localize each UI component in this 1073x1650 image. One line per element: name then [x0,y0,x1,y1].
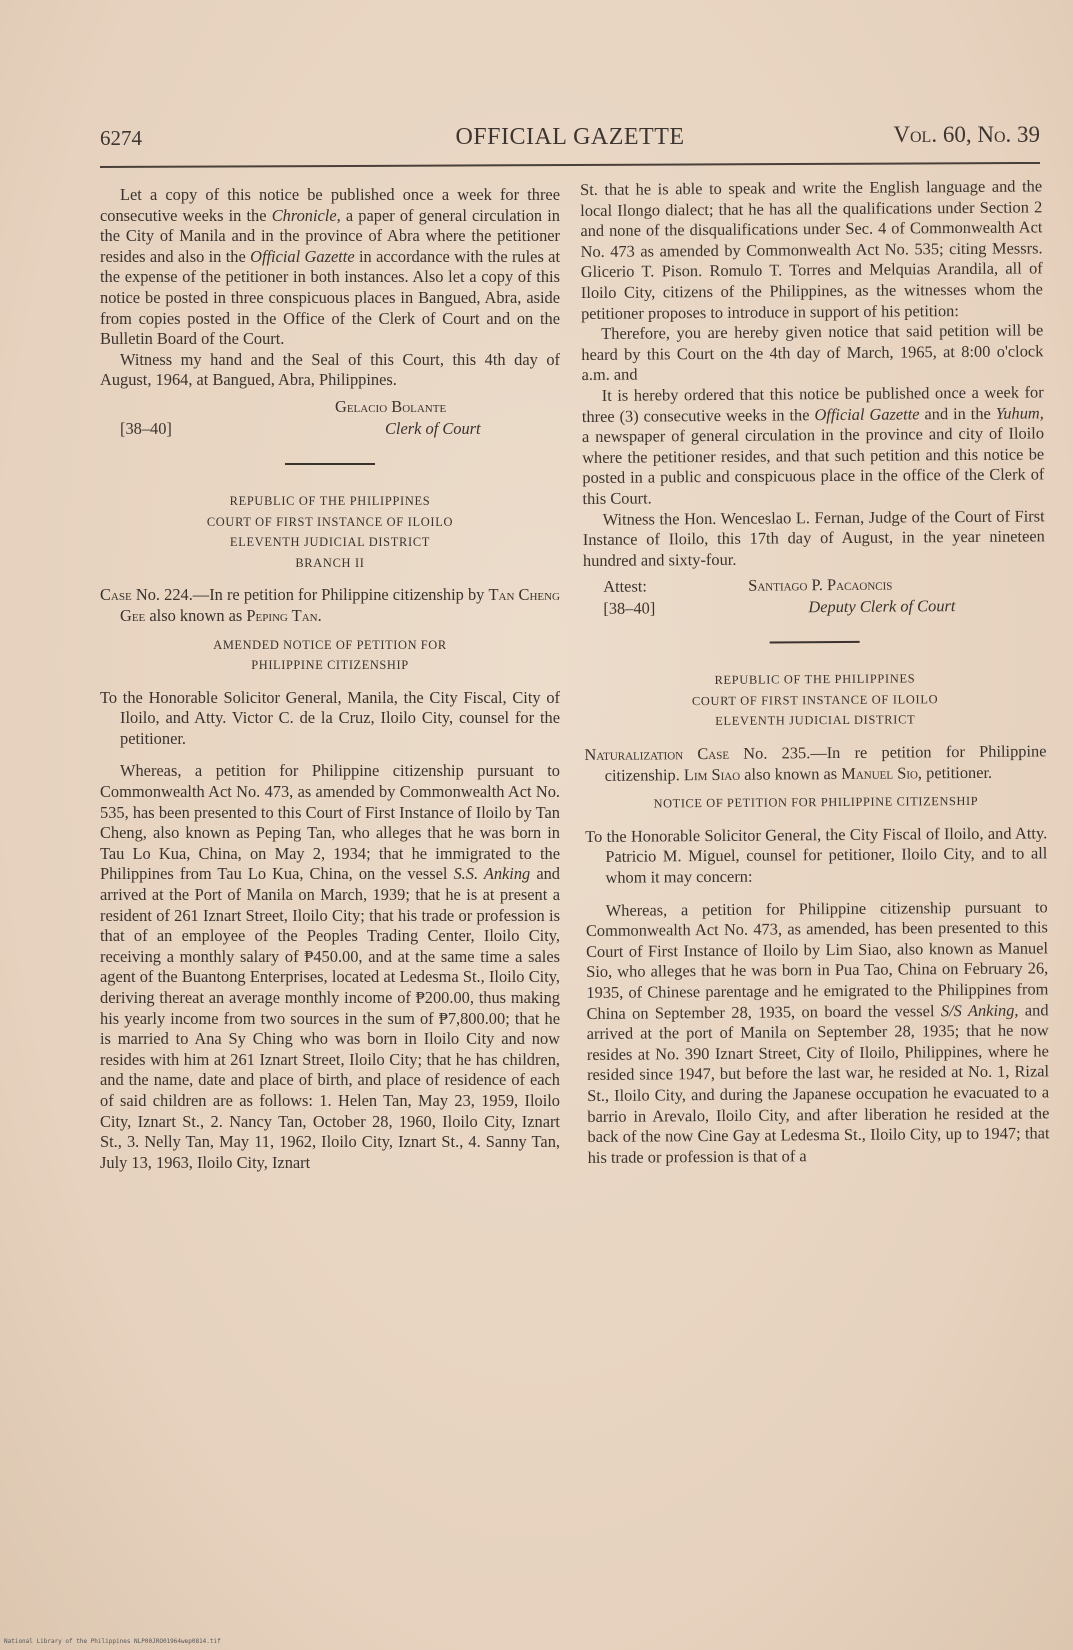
whereas-paragraph: Whereas, a petition for Philippine citizenship pursuant to Commonwealth Act No. 473, as amended, has been presented to this Court of First Instance of Iloilo by Lim Siao, also known as Manuel Sio, who alleges that he was born in Pua Tao, China on February 26, 1935, of Chinese parentage and he emigrated to the Philippines from China on September 28, 1935, on board the vessel S/S Anking, and arrived at the port of Manila on September 28, 1935; that he now resides at No. 390 Iznart Street, City of Iloilo, Philippines, where he resided since 1947, but before the last war, he resided at No. 1, Rizal St., Iloilo City, and during the Japanese occupation he evacuated to a barrio in Arevalo, Iloilo City, and after liberation he resided at the back of the now Cine Gay at Ledesma St., Iloilo City, up to 1947; that his trade or profession is that of a [585,896,1050,1167]
qualifications-paragraph: St. that he is able to speak and write the English language and the local Ilongo dialect; that he has all the qualifications under Section 2 and none of the disqualifications under Sec. 4 of Commonwealth Act No. 473 as amended by Commonwealth Act No. 535; citing Messrs. Glicerio T. Pison. Romulo T. Torres and Melquias Arandila, all of Iloilo City, citizens of the Philippines, as the witnesses whom the petitioner proposes to introduce in support of his petition: [580,176,1043,323]
attest-label: Attest: [603,576,647,597]
witness-paragraph: Witness the Hon. Wenceslao L. Fernan, Judge of the Court of First Instance of Iloilo, this 17th day of August, in the year nineteen hundred and sixty-four. [582,505,1045,570]
publication-order-paragraph: It is hereby ordered that this notice be published once a week for three (3) consecutive weeks in the Official Gazette and in the Yuhum, a newspaper of general circulation in the province and city of Iloilo where the petitioner resides, and that such petition and this notice be posted in a public and conspicuous place in the office of the Clerk of this Court. [581,382,1045,508]
case-title: Naturalization Case No. 235.—In re petition for Philippine citizenship. Lim Siao also known as Manuel Sio, petitioner. [584,741,1047,785]
signatory-name: Gelacio Bolante [335,396,447,416]
addressees: To the Honorable Solicitor General, the City Fiscal of Iloilo, and Atty. Patricio M. Miguel, counsel for petitioner, Iloilo City, and to all whom it may concern: [585,823,1048,887]
court-heading: REPUBLIC OF THE PHILIPPINES COURT OF FIRST INSTANCE OF ILOILO ELEVENTH JUDICIAL DISTRICT [691,671,939,729]
scan-footer: National Library of the Philippines NLP00JRO01964wep0814.tif [4,1638,221,1645]
page-number: 6274 [100,126,142,150]
section-divider [285,463,375,465]
signatory-role: Clerk of Court [385,418,481,438]
court-heading: REPUBLIC OF THE PHILIPPINES COURT OF FIRST INSTANCE OF ILOILO ELEVENTH JUDICIAL DISTRICT BRANCH II [206,493,454,570]
notice-heading: NOTICE OF PETITION FOR PHILIPPINE CITIZENSHIP [653,794,979,811]
witness-paragraph: Witness my hand and the Seal of this Court, this 4th day of August, 1964, at Bangued, Abra, Philippines. [100,349,560,390]
signature-block [583,574,1045,622]
publication-title: OFFICIAL GAZETTE [455,124,685,150]
volume-number: Vol. 60, No. 39 [893,122,1040,147]
right-column [580,176,1050,1168]
publication-order-paragraph: Let a copy of this notice be published once a week for three consecutive weeks in the Chronicle, a paper of general circulation in the City of Manila and in the province of Abra where the petitioner resides and also in the Official Gazette in accordance with the rules at the expense of the petitioner in both instances. Also let a copy of this notice be posted in three conspicuous places in Bangued, Abra, aside from copies posted in the Office of the Clerk of Court and on the Bulletin Board of the Court. [100,185,560,349]
page-header [100,118,1040,158]
notice-heading: AMENDED NOTICE OF PETITION FOR PHILIPPINE CITIZENSHIP [213,637,447,673]
left-column [100,185,560,1173]
signature-block [100,397,560,441]
header-rule [100,162,1040,168]
case-title: Case No. 224.—In re petition for Philippine citizenship by Tan Cheng Gee also known as Peping Tan. [100,585,560,625]
addressees: To the Honorable Solicitor General, Manila, the City Fiscal, City of Iloilo, and Atty. Victor C. de la Cruz, Iloilo City, counsel for the petitioner. [100,687,560,748]
signatory-name: Santiago P. Pacaoncis [748,574,893,595]
whereas-paragraph: Whereas, a petition for Philippine citizenship pursuant to Commonwealth Act No. 473, as amended by Commonwealth Act No. 535, has been presented to this Court of First Instance of Iloilo by Tan Cheng, also known as Peping Tan, who alleges that he was born in Tau Lo Kua, China, on May 2, 1934; that he immigrated to the Philippines from Tau Lo Kua, China, on the vessel S.S. Anking and arrived at the Port of Manila on March, 1939; that he is at present a resident of 261 Iznart Street, Iloilo City; that his trade or profession is that of an employee of the Peoples Trading Center, Iloilo City, receiving a monthly salary of ₱450.00, and at the same time a sales agent of the Buantong Enterprises, located at Ledesma St., Iloilo City, deriving thereat an average monthly income of ₱200.00, thus making his yearly income from two sources in the sum of ₱7,800.00; that he is married to Ana Sy Ching who was born in Iloilo City and now resides with him at 261 Iznart Street, Iloilo City; that he has children, and the name, date and place of birth, and place of residence of each of said children are as follows: 1. Helen Tan, May 23, 1959, Iloilo City, Iznart St., 2. Nancy Tan, October 28, 1960, Iloilo City, Iznart St., 3. Nelly Tan, May 11, 1962, Iloilo City, Iznart St., 4. Sanny Tan, July 13, 1963, Iloilo City, Iznart [100,761,560,1172]
section-divider [770,641,860,644]
issue-reference: [38–40] [603,598,656,619]
hearing-notice-paragraph: Therefore, you are hereby given notice that said petition will be heard by this Court on the 4th day of March, 1965, at 8:00 o'clock a.m. and [581,320,1044,385]
signatory-role: Deputy Clerk of Court [808,596,956,617]
issue-reference: [38–40] [120,418,172,438]
